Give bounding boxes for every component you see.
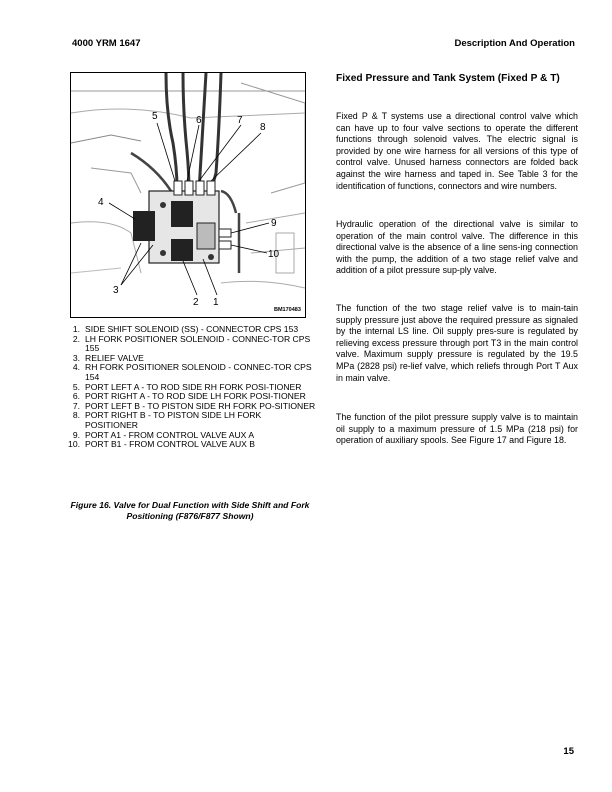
figure-code: BM170483 <box>274 307 301 313</box>
figure-legend <box>58 325 316 450</box>
legend-item: 3. RELIEF VALVE <box>72 352 144 363</box>
header-doc-number: 4000 YRM 1647 <box>72 38 141 49</box>
callout-7: 7 <box>237 115 243 126</box>
legend-item: 10. PORT B1 - FROM CONTROL VALVE AUX B <box>68 439 256 450</box>
callout-4: 4 <box>98 197 104 208</box>
legend-item: 6. PORT RIGHT A - TO ROD SIDE LH FORK POSI-TIONER <box>72 391 306 402</box>
legend-item: 8. PORT RIGHT B - TO PISTON SIDE LH FORK POSITIONER <box>72 410 262 430</box>
section-title: Fixed Pressure and Tank System (Fixed P & T) <box>336 73 560 84</box>
page-number: 15 <box>563 746 574 757</box>
legend-item: 7. PORT LEFT B - TO PISTON SIDE RH FORK PO-SITIONER <box>72 400 316 411</box>
body-paragraph: The function of the two stage relief valve is to main-tain supply pressure just above the required pressure as signaled by the internal LS line. Oil supply pres-sure is regulated by relieving excess pressure through port T3 in the main control valve. Maximum supply pressure is regulated by the 19.5 MPa (2828 psi) re-lief valve, which reliefs through Port T Aux in main valve. <box>336 303 578 383</box>
valve-figure <box>70 72 306 318</box>
callout-10: 10 <box>268 249 280 260</box>
figure-caption: Figure 16. Valve for Dual Function with Side Shift and Fork Positioning (F876/F877 Shown) <box>70 500 310 521</box>
callout-5: 5 <box>152 111 158 122</box>
callout-9: 9 <box>271 218 277 229</box>
legend-item: 9. PORT A1 - FROM CONTROL VALVE AUX A <box>72 429 255 440</box>
legend-item: 1. SIDE SHIFT SOLENOID (SS) - CONNECTOR CPS 153 <box>72 324 299 334</box>
callout-1: 1 <box>213 297 219 308</box>
legend-item: 2. LH FORK POSITIONER SOLENOID - CONNEC-TOR CPS 155 <box>72 333 311 354</box>
callout-8: 8 <box>260 122 266 133</box>
legend-item: 5. PORT LEFT A - TO ROD SIDE RH FORK POSI-TIONER <box>72 381 302 392</box>
body-paragraph: Fixed P & T systems use a directional control valve which can have up to four valve sections to operate the different functions through solenoid valves. The electric signal is provided by one wire harness for all versions of this type of control valve. Unused harness connectors are folded back against the wire harness and taped in. See Table 3 for the identification of functions, connectors and wire numbers. <box>336 111 578 191</box>
callout-2: 2 <box>193 297 199 308</box>
callout-6: 6 <box>196 115 202 126</box>
legend-item: 4. RH FORK POSITIONER SOLENOID - CONNEC-TOR CPS 154 <box>72 362 312 382</box>
body-paragraph: Hydraulic operation of the directional valve is similar to operation of the main control valve. The difference in this directional valve is the absence of a line sens-ing connection with the pump, the addition of a two stage relief valve and addition of a pilot pressure sup-ply valve. <box>336 219 578 276</box>
header-section-title: Description And Operation <box>454 38 575 49</box>
callout-3: 3 <box>113 285 119 296</box>
body-paragraph: The function of the pilot pressure supply valve is to maintain oil supply to a maximum pressure of 1.5 MPa (218 psi) for operation of auxiliary spools. See Figure 17 and Figure 18. <box>336 412 578 446</box>
